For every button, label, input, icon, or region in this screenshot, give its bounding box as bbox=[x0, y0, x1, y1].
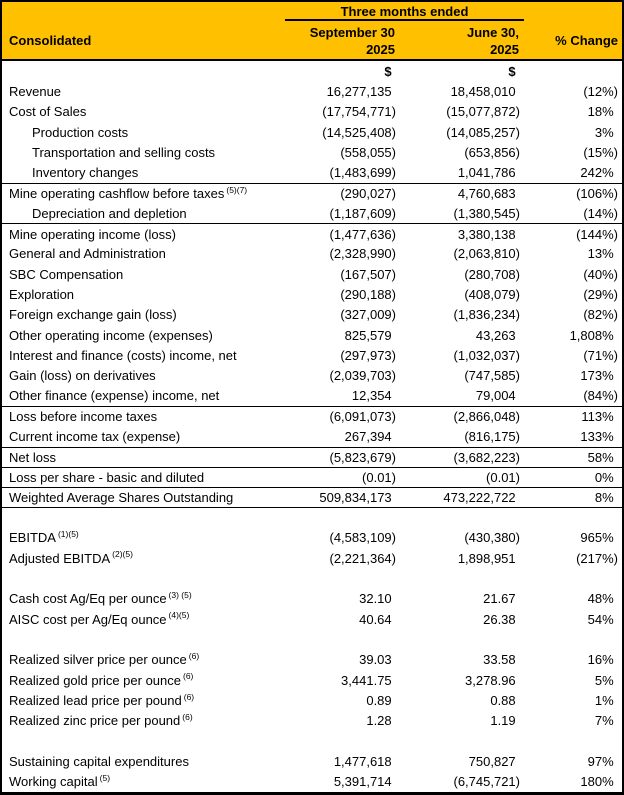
table-row bbox=[2, 548, 622, 568]
value-sep-30-2025: 825,579 bbox=[344, 327, 392, 343]
value-jun-30-2025: (747,585) bbox=[464, 368, 520, 384]
footnote-superscript: (3) (5) bbox=[168, 591, 192, 601]
value-jun-30-2025: (0.01) bbox=[486, 470, 520, 486]
col-header-pct-change: % Change bbox=[555, 32, 618, 48]
footnote-superscript: (6) bbox=[182, 713, 193, 722]
footnote-superscript: (4)(5) bbox=[168, 611, 190, 621]
table-row bbox=[2, 528, 622, 548]
row-label: Current income tax (expense) bbox=[9, 428, 181, 444]
row-label: Adjusted EBITDA $^{(2)(5)}$ bbox=[9, 550, 133, 566]
value-pct-change: (106%) bbox=[576, 185, 618, 201]
value-jun-30-2025: (653,856) bbox=[464, 144, 520, 160]
row-label: Gain (loss) on derivatives bbox=[9, 368, 156, 384]
value-sep-30-2025: (290,188) bbox=[340, 286, 396, 302]
value-jun-30-2025: 3,380,138 bbox=[457, 226, 516, 242]
currency-symbol-sep: $ bbox=[384, 63, 392, 79]
footnote-superscript: (6) bbox=[183, 692, 195, 702]
value-sep-30-2025: (5,823,679) bbox=[329, 449, 396, 465]
value-pct-change: (144%) bbox=[576, 226, 618, 242]
row-label: Sustaining capital expenditures bbox=[9, 753, 189, 769]
value-jun-30-2025: (1,380,545) bbox=[453, 205, 520, 221]
value-jun-30-2025: (15,077,872) bbox=[446, 104, 520, 120]
value-pct-change: 48% bbox=[587, 591, 614, 607]
table-row bbox=[2, 771, 622, 791]
table-row bbox=[2, 487, 622, 507]
value-pct-change: 1,808% bbox=[569, 327, 614, 343]
table-row bbox=[2, 568, 622, 588]
row-label: Production costs bbox=[32, 124, 129, 140]
value-sep-30-2025: 39.03 bbox=[359, 652, 392, 668]
value-pct-change: 18% bbox=[587, 104, 614, 120]
value-sep-30-2025: (297,973) bbox=[340, 347, 396, 363]
currency-symbol-jun: $ bbox=[508, 63, 516, 79]
row-label: Cost of Sales bbox=[9, 104, 87, 120]
table-row bbox=[2, 690, 622, 710]
value-pct-change: 3% bbox=[594, 124, 614, 140]
table-row bbox=[2, 183, 622, 203]
value-pct-change: 180% bbox=[580, 774, 614, 790]
row-label: General and Administration bbox=[9, 246, 166, 262]
footnote-superscript: (1)(5) bbox=[57, 530, 79, 540]
table-row bbox=[2, 406, 622, 426]
row-label bbox=[2, 571, 285, 586]
value-sep-30-2025: 5,391,714 bbox=[333, 774, 392, 790]
col-header-sep-line2: 2025 bbox=[366, 42, 395, 57]
col-header-jun-line2: 2025 bbox=[490, 42, 519, 57]
value-jun-30-2025: (408,079) bbox=[464, 286, 520, 302]
table-row bbox=[2, 325, 622, 345]
value-pct-change: (14%) bbox=[583, 205, 618, 221]
value-jun-30-2025: 0.88 bbox=[490, 692, 516, 708]
row-label bbox=[2, 632, 285, 647]
table-row bbox=[2, 467, 622, 487]
currency-row bbox=[2, 61, 622, 81]
table-row bbox=[2, 142, 622, 162]
row-label: Revenue bbox=[9, 83, 62, 99]
value-jun-30-2025: (14,085,257) bbox=[446, 124, 520, 140]
value-pct-change: 8% bbox=[594, 489, 614, 505]
value-sep-30-2025: (0.01) bbox=[362, 470, 396, 486]
value-sep-30-2025: (17,754,771) bbox=[322, 104, 396, 120]
table-row bbox=[2, 264, 622, 284]
value-pct-change: 113% bbox=[581, 409, 614, 425]
value-pct-change: 97% bbox=[587, 753, 614, 769]
row-label: Transportation and selling costs bbox=[32, 144, 216, 160]
value-pct-change: 173% bbox=[580, 368, 614, 384]
value-jun-30-2025: 79,004 bbox=[475, 388, 516, 404]
row-label: Foreign exchange gain (loss) bbox=[9, 307, 177, 323]
row-label: Loss before income taxes bbox=[9, 409, 158, 425]
value-sep-30-2025: 40.64 bbox=[359, 611, 392, 627]
value-pct-change: 58% bbox=[587, 449, 614, 465]
value-jun-30-2025: 750,827 bbox=[468, 753, 516, 769]
table-row bbox=[2, 609, 622, 629]
value-pct-change: 242% bbox=[580, 165, 614, 181]
table-row bbox=[2, 508, 622, 528]
table-row bbox=[2, 711, 622, 731]
table-row bbox=[2, 650, 622, 670]
row-label: AISC cost per Ag/Eq ounce $^{(4)(5)}$ bbox=[9, 611, 190, 627]
value-pct-change: (71%) bbox=[583, 347, 618, 363]
table-row bbox=[2, 162, 622, 182]
table-row bbox=[2, 284, 622, 304]
value-jun-30-2025: (2,063,810) bbox=[453, 246, 520, 262]
table-row bbox=[2, 102, 622, 122]
footnote-superscript: (6) bbox=[188, 652, 200, 661]
table-row bbox=[2, 670, 622, 690]
corner-header-consolidated: Consolidated bbox=[9, 33, 92, 48]
value-pct-change: 1% bbox=[594, 692, 614, 708]
row-label: Exploration bbox=[9, 286, 75, 302]
value-jun-30-2025: (6,745,721) bbox=[453, 774, 520, 790]
value-sep-30-2025: 1,477,618 bbox=[333, 753, 392, 769]
value-pct-change: 133% bbox=[580, 428, 614, 444]
footnote-superscript: (2)(5) bbox=[112, 550, 133, 560]
row-label bbox=[2, 733, 285, 748]
table-row bbox=[2, 731, 622, 751]
table-row bbox=[2, 244, 622, 264]
value-sep-30-2025: (1,483,699) bbox=[329, 165, 396, 181]
value-sep-30-2025: 0.89 bbox=[366, 692, 392, 708]
value-jun-30-2025: 473,222,722 bbox=[443, 489, 516, 505]
table-row bbox=[2, 751, 622, 771]
span-header-three-months-ended: Three months ended bbox=[285, 2, 524, 21]
table-row bbox=[2, 81, 622, 101]
col-header-sep-line1: September 30 bbox=[309, 25, 395, 40]
row-label: Other operating income (expenses) bbox=[9, 327, 213, 343]
value-pct-change: 16% bbox=[587, 652, 614, 668]
footnote-superscript: (5)(7) bbox=[226, 185, 248, 195]
value-pct-change: 965% bbox=[580, 530, 614, 546]
col-header-june-30-2025 bbox=[400, 21, 524, 59]
row-label: Mine operating income (loss) bbox=[9, 226, 176, 242]
value-jun-30-2025: (430,380) bbox=[464, 530, 520, 546]
table-row bbox=[2, 223, 622, 243]
value-jun-30-2025: 18,458,010 bbox=[450, 83, 516, 99]
value-sep-30-2025: (2,039,703) bbox=[329, 368, 396, 384]
col-header-jun-line1: June 30, bbox=[466, 25, 519, 40]
value-sep-30-2025: (2,221,364) bbox=[329, 550, 396, 566]
table-row bbox=[2, 122, 622, 142]
row-label: Realized gold price per ounce $^{(6)}$ bbox=[9, 672, 194, 688]
value-pct-change: (12%) bbox=[583, 83, 618, 99]
value-pct-change: (15%) bbox=[583, 144, 618, 160]
row-label: Loss per share - basic and diluted bbox=[9, 470, 205, 486]
value-sep-30-2025: 267,394 bbox=[344, 428, 392, 444]
col-header-september-30-2025 bbox=[285, 21, 400, 59]
value-jun-30-2025: 4,760,683 bbox=[457, 185, 516, 201]
row-label: EBITDA $^{(1)(5)}$ bbox=[9, 530, 79, 546]
value-pct-change: 0% bbox=[594, 470, 614, 486]
value-pct-change: (82%) bbox=[583, 307, 618, 323]
value-pct-change: (29%) bbox=[583, 286, 618, 302]
value-jun-30-2025: (280,708) bbox=[464, 266, 520, 282]
value-jun-30-2025: 1,041,786 bbox=[457, 165, 516, 181]
table-row bbox=[2, 589, 622, 609]
table-body bbox=[2, 61, 622, 792]
value-sep-30-2025: (1,477,636) bbox=[329, 226, 396, 242]
row-label: Depreciation and depletion bbox=[32, 205, 187, 221]
value-pct-change: (40%) bbox=[583, 266, 618, 282]
value-jun-30-2025: 1.19 bbox=[490, 713, 516, 729]
row-label: Net loss bbox=[9, 449, 56, 465]
value-jun-30-2025: (816,175) bbox=[464, 428, 520, 444]
value-jun-30-2025: 26.38 bbox=[483, 611, 516, 627]
row-label: Realized lead price per pound $^{(6)}$ bbox=[9, 692, 195, 708]
value-sep-30-2025: (167,507) bbox=[340, 266, 396, 282]
value-jun-30-2025: 3,278.96 bbox=[465, 672, 516, 688]
value-sep-30-2025: 1.28 bbox=[366, 713, 392, 729]
value-jun-30-2025: 21.67 bbox=[483, 591, 516, 607]
row-label: Weighted Average Shares Outstanding bbox=[9, 489, 234, 505]
table-row bbox=[2, 386, 622, 406]
row-label: Other finance (expense) income, net bbox=[9, 388, 220, 404]
value-pct-change: (217%) bbox=[576, 550, 618, 566]
table-row bbox=[2, 345, 622, 365]
value-sep-30-2025: (2,328,990) bbox=[329, 246, 396, 262]
value-sep-30-2025: (14,525,408) bbox=[322, 124, 396, 140]
table-row bbox=[2, 203, 622, 223]
value-jun-30-2025: 43,263 bbox=[475, 327, 516, 343]
footnote-superscript: (6) bbox=[183, 672, 194, 682]
value-sep-30-2025: (6,091,073) bbox=[329, 409, 396, 425]
value-sep-30-2025: (290,027) bbox=[340, 185, 396, 201]
value-sep-30-2025: (558,055) bbox=[340, 144, 396, 160]
value-sep-30-2025: 32.10 bbox=[359, 591, 392, 607]
value-pct-change: 7% bbox=[594, 713, 614, 729]
row-label: Cash cost Ag/Eq per ounce $^{(3) (5)}$ bbox=[9, 591, 192, 607]
table-row bbox=[2, 447, 622, 467]
row-label: Working capital $^{(5)}$ bbox=[9, 774, 111, 790]
row-label: Interest and finance (costs) income, net bbox=[9, 347, 237, 363]
table-row bbox=[2, 305, 622, 325]
row-label bbox=[2, 510, 285, 525]
table-header bbox=[2, 2, 622, 61]
value-sep-30-2025: 3,441.75 bbox=[341, 672, 392, 688]
value-pct-change: 5% bbox=[594, 672, 614, 688]
table-row bbox=[2, 365, 622, 385]
value-jun-30-2025: (3,682,223) bbox=[453, 449, 520, 465]
row-label: Inventory changes bbox=[32, 165, 139, 181]
footnote-superscript: (5) bbox=[99, 774, 111, 783]
row-label: Realized silver price per ounce $^{(6)}$ bbox=[9, 652, 200, 668]
value-sep-30-2025: (4,583,109) bbox=[329, 530, 396, 546]
value-sep-30-2025: (1,187,609) bbox=[329, 205, 396, 221]
value-sep-30-2025: 12,354 bbox=[351, 388, 392, 404]
value-jun-30-2025: (1,032,037) bbox=[453, 347, 520, 363]
value-jun-30-2025: 1,898,951 bbox=[457, 550, 516, 566]
value-sep-30-2025: (327,009) bbox=[340, 307, 396, 323]
value-pct-change: 54% bbox=[587, 611, 614, 627]
value-pct-change: 13% bbox=[587, 246, 614, 262]
value-jun-30-2025: 33.58 bbox=[483, 652, 516, 668]
value-sep-30-2025: 509,834,173 bbox=[319, 489, 392, 505]
value-jun-30-2025: (2,866,048) bbox=[453, 409, 520, 425]
value-jun-30-2025: (1,836,234) bbox=[453, 307, 520, 323]
table-row bbox=[2, 629, 622, 649]
row-label: SBC Compensation bbox=[9, 266, 124, 282]
row-label: Mine operating cashflow before taxes $^{(5)(7)}$ bbox=[9, 185, 248, 201]
value-pct-change: (84%) bbox=[583, 388, 618, 404]
table-row bbox=[2, 426, 622, 446]
value-sep-30-2025: 16,277,135 bbox=[326, 83, 392, 99]
row-label: Realized zinc price per pound $^{(6)}$ bbox=[9, 713, 193, 729]
